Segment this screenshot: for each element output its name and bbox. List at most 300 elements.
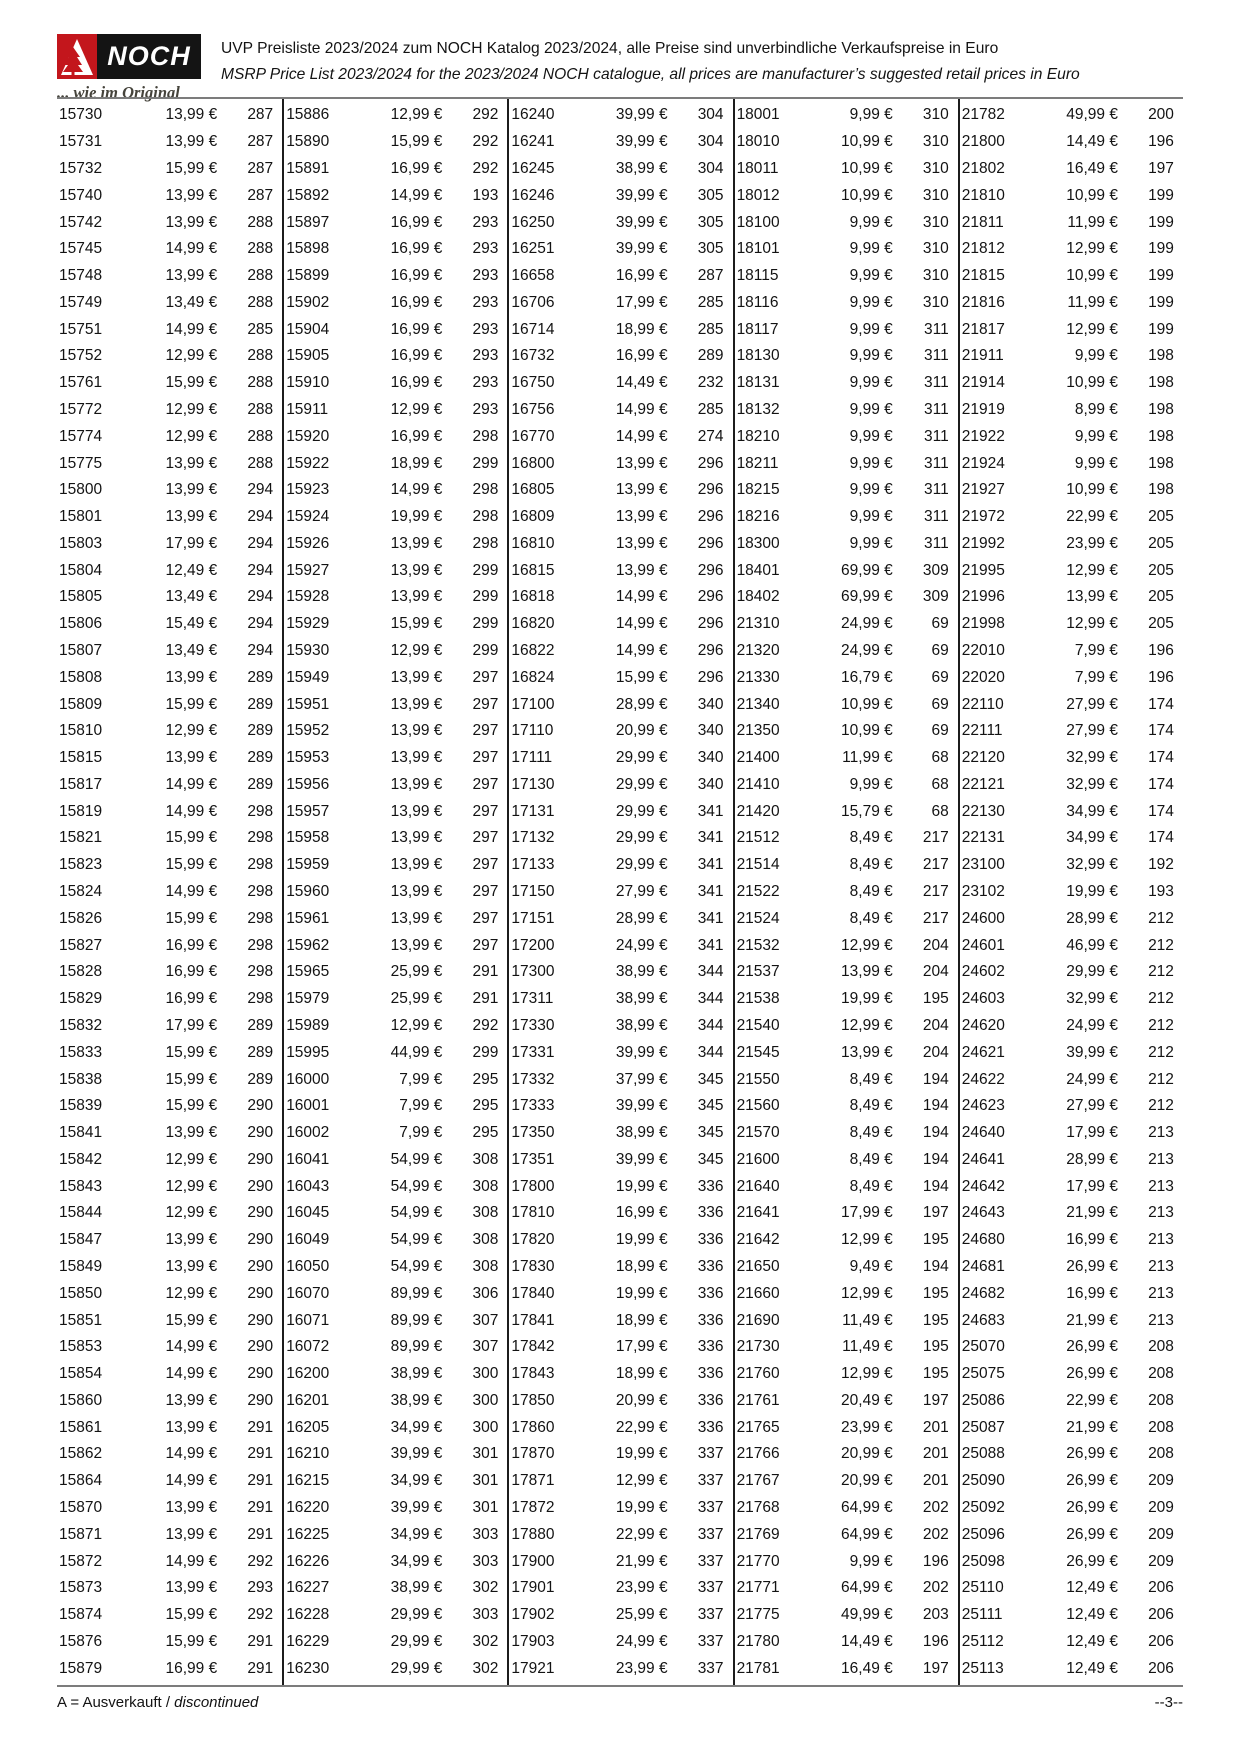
price: 22,99 €: [1066, 1391, 1118, 1409]
article-number: 15761: [59, 374, 103, 392]
price: 24,99 €: [615, 1632, 668, 1650]
page-number: 298: [247, 909, 274, 927]
article-number: 25112: [961, 1632, 1004, 1650]
price-row: [59, 1200, 273, 1227]
article-number: 15844: [59, 1204, 103, 1222]
article-number: 16226: [286, 1552, 330, 1570]
page-number: 288: [247, 374, 274, 392]
page-number: 69: [931, 642, 949, 660]
price: 9,99 €: [849, 454, 893, 472]
article-number: 21767: [736, 1472, 780, 1490]
page-number: 198: [1148, 347, 1174, 365]
price: 9,49 €: [849, 1257, 893, 1275]
price-row: [737, 691, 949, 718]
price-row: [286, 772, 498, 799]
price-row: [59, 664, 273, 691]
price-column-4: [733, 99, 958, 1685]
article-number: 21730: [736, 1338, 780, 1356]
price: 24,99 €: [841, 615, 893, 633]
price-row: [962, 129, 1174, 156]
price: 12,49 €: [1066, 1579, 1118, 1597]
article-number: 15923: [286, 481, 330, 499]
article-number: 17151: [511, 909, 555, 927]
article-number: 15995: [286, 1043, 330, 1061]
article-number: 16050: [286, 1257, 330, 1275]
price-row: [511, 182, 723, 209]
price-row: [737, 825, 949, 852]
article-number: 15962: [286, 936, 330, 954]
article-number: 21765: [736, 1418, 780, 1436]
page-number: 206: [1148, 1632, 1174, 1650]
price: 26,99 €: [1066, 1499, 1118, 1517]
article-number: 21810: [961, 186, 1005, 204]
price: 26,99 €: [1066, 1472, 1118, 1490]
price: 39,99 €: [615, 133, 668, 151]
price: 15,99 €: [165, 1632, 218, 1650]
price: 9,99 €: [849, 1552, 893, 1570]
price: 13,99 €: [390, 802, 443, 820]
price-row: [962, 423, 1174, 450]
article-number: 25096: [961, 1525, 1005, 1543]
price: 39,99 €: [390, 1499, 443, 1517]
article-number: 21780: [736, 1632, 780, 1650]
article-number: 16201: [286, 1391, 330, 1409]
page-number: 292: [472, 133, 499, 151]
price: 20,99 €: [615, 1391, 668, 1409]
price: 14,99 €: [615, 427, 668, 445]
price: 12,99 €: [390, 1016, 443, 1034]
page-number: 212: [1148, 936, 1174, 954]
price-row: [737, 611, 949, 638]
price: 18,99 €: [390, 454, 443, 472]
price: 16,99 €: [165, 936, 218, 954]
price: 7,99 €: [1074, 668, 1118, 686]
price-row: [962, 236, 1174, 263]
price: 64,99 €: [841, 1579, 893, 1597]
price: 39,99 €: [615, 1097, 668, 1115]
price: 8,49 €: [849, 1097, 893, 1115]
article-number: 21775: [736, 1606, 780, 1624]
price: 27,99 €: [615, 883, 668, 901]
price-row: [286, 1146, 498, 1173]
price: 14,99 €: [165, 320, 218, 338]
page-number: 194: [922, 1177, 949, 1195]
price-row: [286, 959, 498, 986]
price: 29,99 €: [615, 749, 668, 767]
article-number: 17870: [511, 1445, 555, 1463]
article-number: 15873: [59, 1579, 103, 1597]
price-row: [962, 1575, 1174, 1602]
price-row: [962, 343, 1174, 370]
page-number: 308: [472, 1257, 499, 1275]
article-number: 15952: [286, 722, 330, 740]
price-row: [59, 316, 273, 343]
article-number: 21540: [736, 1016, 780, 1034]
page-number: 291: [247, 1445, 274, 1463]
page-number: 291: [247, 1525, 274, 1543]
article-number: 21802: [961, 159, 1005, 177]
price: 64,99 €: [841, 1499, 893, 1517]
page-number: 299: [472, 588, 499, 606]
page-number: 298: [247, 963, 274, 981]
price: 28,99 €: [615, 695, 668, 713]
article-number: 15879: [59, 1659, 103, 1677]
page-number: 212: [1148, 1070, 1174, 1088]
price: 17,99 €: [1066, 1124, 1118, 1142]
price-row: [59, 1575, 273, 1602]
article-number: 16043: [286, 1177, 330, 1195]
price: 23,99 €: [615, 1579, 668, 1597]
page-number: 209: [1148, 1472, 1174, 1490]
price-row: [59, 1146, 273, 1173]
page-number: 298: [247, 990, 274, 1008]
price: 12,99 €: [1066, 615, 1118, 633]
price: 8,49 €: [849, 1150, 893, 1168]
price: 32,99 €: [1066, 856, 1118, 874]
header-title-de: UVP Preisliste 2023/2024 zum NOCH Katalog 2023/2024, alle Preise sind unverbindliche Verkaufspreise in Euro: [221, 40, 999, 57]
price: 54,99 €: [390, 1177, 443, 1195]
page-number: 288: [247, 347, 274, 365]
price: 21,99 €: [1066, 1418, 1118, 1436]
page-number: 308: [472, 1177, 499, 1195]
price-row: [286, 1655, 498, 1682]
price: 27,99 €: [1066, 1097, 1118, 1115]
price-row: [511, 1173, 723, 1200]
price: 12,99 €: [165, 427, 218, 445]
price-row: [286, 397, 498, 424]
price: 13,99 €: [165, 267, 218, 285]
article-number: 22131: [961, 829, 1005, 847]
page-number: 217: [922, 883, 949, 901]
price: 14,49 €: [1066, 133, 1118, 151]
price: 10,99 €: [841, 133, 893, 151]
price-row: [286, 825, 498, 852]
price-row: [59, 1066, 273, 1093]
page-number: 288: [247, 400, 274, 418]
page-number: 209: [1148, 1552, 1174, 1570]
page-number: 294: [247, 642, 274, 660]
page-number: 194: [922, 1257, 949, 1275]
article-number: 17903: [511, 1632, 555, 1650]
page-number: 289: [247, 1070, 274, 1088]
article-number: 15870: [59, 1499, 103, 1517]
page-number: 174: [1148, 722, 1174, 740]
price: 12,99 €: [165, 347, 218, 365]
price-row: [286, 1468, 498, 1495]
price: 13,99 €: [165, 1124, 218, 1142]
price-row: [962, 1039, 1174, 1066]
page-number: 292: [247, 1606, 274, 1624]
page-number: 293: [472, 347, 499, 365]
price: 12,99 €: [841, 1365, 893, 1383]
price: 18,99 €: [615, 1257, 668, 1275]
article-number: 21642: [736, 1231, 780, 1249]
page-number: 345: [697, 1150, 724, 1168]
page-number: 296: [697, 588, 724, 606]
price-row: [286, 584, 498, 611]
price-row: [286, 745, 498, 772]
article-number: 21770: [736, 1552, 780, 1570]
price-row: [286, 1388, 498, 1415]
price: 19,99 €: [390, 508, 443, 526]
article-number: 16246: [511, 186, 555, 204]
price-row: [962, 879, 1174, 906]
price: 13,99 €: [390, 829, 443, 847]
page-number: 297: [472, 668, 499, 686]
page-number: 274: [697, 427, 724, 445]
page-number: 208: [1148, 1445, 1174, 1463]
article-number: 17100: [511, 695, 555, 713]
noch-wordmark: NOCH: [97, 34, 201, 79]
price-row: [59, 986, 273, 1013]
page-number: 199: [1148, 186, 1174, 204]
price-row: [511, 477, 723, 504]
page-number: 298: [247, 829, 274, 847]
price: 14,99 €: [165, 240, 218, 258]
price-row: [59, 718, 273, 745]
price-row: [286, 504, 498, 531]
page-number: 341: [697, 856, 724, 874]
article-number: 15745: [59, 240, 103, 258]
page-number: 293: [472, 213, 499, 231]
article-number: 18131: [736, 374, 780, 392]
price: 16,99 €: [615, 267, 668, 285]
price: 12,49 €: [1066, 1606, 1118, 1624]
page-number: 311: [924, 347, 949, 365]
price-row: [737, 879, 949, 906]
article-number: 21911: [961, 347, 1004, 365]
price-row: [737, 343, 949, 370]
price: 9,99 €: [849, 534, 893, 552]
article-number: 22010: [961, 642, 1005, 660]
article-number: 15804: [59, 561, 103, 579]
article-number: 21650: [736, 1257, 780, 1275]
article-number: 16809: [511, 508, 555, 526]
price-row: [286, 236, 498, 263]
page-number: 204: [922, 963, 949, 981]
page-number: 341: [697, 909, 724, 927]
article-number: 15751: [59, 320, 103, 338]
price-row: [511, 343, 723, 370]
price-row: [286, 1548, 498, 1575]
price-row: [511, 1093, 723, 1120]
page-number: 296: [697, 534, 724, 552]
article-number: 15730: [59, 106, 103, 124]
page-number: 174: [1148, 695, 1174, 713]
article-number: 16229: [286, 1632, 330, 1650]
price-row: [286, 1120, 498, 1147]
price-row: [59, 236, 273, 263]
article-number: 24682: [961, 1284, 1005, 1302]
article-number: 24622: [961, 1070, 1005, 1088]
page-number: 202: [922, 1579, 949, 1597]
page-number: 292: [472, 159, 499, 177]
price: 89,99 €: [390, 1311, 443, 1329]
article-number: 16220: [286, 1499, 330, 1517]
price-row: [286, 1227, 498, 1254]
article-number: 25086: [961, 1391, 1005, 1409]
price-row: [59, 852, 273, 879]
price-row: [511, 1039, 723, 1066]
price: 12,49 €: [1066, 1659, 1118, 1677]
price-row: [962, 1388, 1174, 1415]
article-number: 21815: [961, 267, 1005, 285]
article-number: 21812: [961, 240, 1005, 258]
price: 8,99 €: [1074, 400, 1118, 418]
article-number: 16706: [511, 293, 555, 311]
page-number: 294: [247, 534, 274, 552]
price: 32,99 €: [1066, 775, 1118, 793]
page-number: 289: [247, 668, 274, 686]
price: 14,49 €: [615, 374, 668, 392]
price-row: [59, 1254, 273, 1281]
article-number: 15872: [59, 1552, 103, 1570]
page-number: 344: [697, 990, 724, 1008]
price: 15,99 €: [165, 1043, 218, 1061]
price-row: [286, 718, 498, 745]
article-number: 15774: [59, 427, 103, 445]
price: 28,99 €: [1066, 1150, 1118, 1168]
price-row: [286, 1629, 498, 1656]
article-number: 25092: [961, 1499, 1005, 1517]
page-number: 198: [1148, 481, 1174, 499]
price-row: [511, 1200, 723, 1227]
page-number: 205: [1148, 615, 1174, 633]
price: 32,99 €: [1066, 749, 1118, 767]
article-number: 16732: [511, 347, 555, 365]
price-row: [737, 263, 949, 290]
price-row: [286, 343, 498, 370]
price-row: [737, 1602, 949, 1629]
article-number: 25087: [961, 1418, 1005, 1436]
article-number: 17901: [511, 1579, 555, 1597]
article-number: 21420: [736, 802, 780, 820]
price: 9,99 €: [849, 320, 893, 338]
price: 26,99 €: [1066, 1552, 1118, 1570]
footer-note-prefix: A = Ausverkauft /: [57, 1694, 175, 1711]
price-row: [59, 584, 273, 611]
article-number: 17131: [511, 802, 555, 820]
price-row: [737, 397, 949, 424]
header-title-en: MSRP Price List 2023/2024 for the 2023/2024 NOCH catalogue, all prices are manufacturer’s suggested retail prices in Euro: [221, 66, 1080, 83]
price-row: [737, 1629, 949, 1656]
price-row: [286, 852, 498, 879]
price-row: [59, 772, 273, 799]
price-row: [286, 1307, 498, 1334]
article-number: 15843: [59, 1177, 103, 1195]
price-row: [286, 1254, 498, 1281]
page-number: 296: [697, 642, 724, 660]
article-number: 17921: [511, 1659, 555, 1677]
article-number: 15927: [286, 561, 330, 579]
article-number: 21919: [961, 400, 1005, 418]
price-row: [59, 1655, 273, 1682]
page-number: 345: [697, 1124, 724, 1142]
price-row: [511, 504, 723, 531]
price: 13,99 €: [390, 749, 443, 767]
page-number: 196: [1148, 133, 1174, 151]
price: 16,99 €: [390, 374, 443, 392]
price: 34,99 €: [390, 1472, 443, 1490]
price-row: [962, 1602, 1174, 1629]
article-number: 17871: [511, 1472, 555, 1490]
price-row: [511, 959, 723, 986]
price-row: [511, 1013, 723, 1040]
price: 29,99 €: [615, 775, 668, 793]
article-number: 18210: [736, 427, 780, 445]
page-number: 295: [472, 1124, 499, 1142]
price: 16,99 €: [390, 347, 443, 365]
page-number: 194: [922, 1097, 949, 1115]
page-number: 304: [697, 106, 724, 124]
article-number: 15862: [59, 1445, 103, 1463]
page-number: 290: [247, 1338, 274, 1356]
price-row: [511, 1441, 723, 1468]
article-number: 18001: [736, 106, 780, 124]
price: 19,99 €: [1066, 883, 1118, 901]
price-column-2: [282, 99, 507, 1685]
price-row: [59, 1013, 273, 1040]
price-row: [59, 1468, 273, 1495]
price: 14,99 €: [165, 1365, 218, 1383]
price: 16,49 €: [1066, 159, 1118, 177]
page-number: 296: [697, 668, 724, 686]
price: 39,99 €: [615, 213, 668, 231]
price: 15,99 €: [165, 374, 218, 392]
price-row: [737, 959, 949, 986]
article-number: 21761: [736, 1391, 780, 1409]
article-number: 16228: [286, 1606, 330, 1624]
article-number: 17841: [511, 1311, 555, 1329]
article-number: 21996: [961, 588, 1005, 606]
price-row: [737, 905, 949, 932]
article-number: 15809: [59, 695, 103, 713]
price-row: [286, 156, 498, 183]
article-number: 16225: [286, 1525, 330, 1543]
page-number: 298: [247, 856, 274, 874]
price: 12,99 €: [165, 1177, 218, 1195]
price-row: [962, 1468, 1174, 1495]
article-number: 22130: [961, 802, 1005, 820]
page-number: 337: [697, 1472, 724, 1490]
page-number: 288: [247, 267, 274, 285]
article-number: 21760: [736, 1365, 780, 1383]
price-row: [511, 289, 723, 316]
price-row: [962, 316, 1174, 343]
page-number: 199: [1148, 320, 1174, 338]
price: 13,99 €: [1066, 588, 1118, 606]
article-number: 22020: [961, 668, 1005, 686]
article-number: 15841: [59, 1124, 103, 1142]
page-number: 197: [922, 1659, 949, 1677]
article-number: 15819: [59, 802, 103, 820]
price-row: [511, 102, 723, 129]
price: 14,99 €: [615, 400, 668, 418]
price-row: [737, 932, 949, 959]
header-text: [221, 34, 1080, 88]
price-row: [511, 879, 723, 906]
price: 38,99 €: [615, 1124, 668, 1142]
price: 16,99 €: [390, 240, 443, 258]
article-number: 16045: [286, 1204, 330, 1222]
price-row: [962, 1441, 1174, 1468]
price: 16,99 €: [390, 427, 443, 445]
page-number: 291: [247, 1499, 274, 1517]
page-number: 300: [472, 1418, 499, 1436]
article-number: 16251: [511, 240, 555, 258]
price: 16,99 €: [165, 963, 218, 981]
article-number: 21538: [736, 990, 780, 1008]
